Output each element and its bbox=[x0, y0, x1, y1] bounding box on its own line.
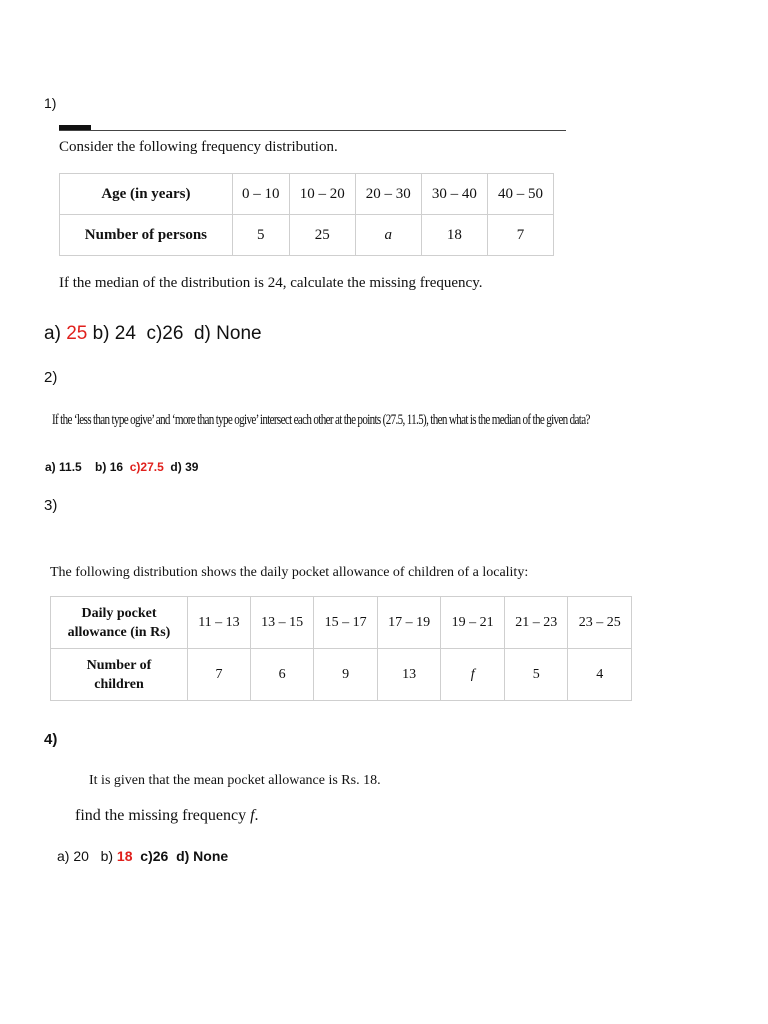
correct-answer: c)27.5 bbox=[129, 460, 164, 474]
q4-given: It is given that the mean pocket allowance is Rs. 18. bbox=[89, 773, 381, 788]
table-header-cell bbox=[51, 597, 188, 649]
option-text: a) 20 b) bbox=[57, 848, 117, 864]
table-cell: 10 – 20 bbox=[289, 174, 355, 215]
table-row bbox=[51, 597, 632, 649]
find-variable: f bbox=[250, 807, 255, 824]
table-cell: 13 – 15 bbox=[250, 597, 314, 649]
question-number-3: 3) bbox=[44, 497, 58, 514]
q1-intro: Consider the following frequency distribution. bbox=[59, 139, 338, 155]
table-cell: 7 bbox=[188, 649, 251, 701]
q2-question: If the ‘less than type ogive’ and ‘more than type ogive’ intersect each other at the points (27.5, 11.5), then what is the median of the given data? bbox=[52, 412, 590, 428]
table-cell: 15 – 17 bbox=[314, 597, 378, 649]
table-cell: 25 bbox=[289, 215, 355, 256]
table-cell: 23 – 25 bbox=[568, 597, 632, 649]
table-cell: 18 bbox=[421, 215, 487, 256]
table-cell: 21 – 23 bbox=[504, 597, 568, 649]
q3-frequency-table bbox=[50, 596, 632, 701]
table-cell: 30 – 40 bbox=[421, 174, 487, 215]
find-text: find the missing frequency bbox=[75, 807, 251, 824]
table-cell: 7 bbox=[487, 215, 553, 256]
table-cell: 9 bbox=[314, 649, 378, 701]
table-cell: 11 – 13 bbox=[188, 597, 251, 649]
option-text: c)26 d) None bbox=[132, 848, 229, 864]
q2-options bbox=[45, 460, 198, 474]
header-line: allowance (in Rs) bbox=[67, 624, 171, 640]
table-cell: 17 – 19 bbox=[377, 597, 441, 649]
q4-options bbox=[57, 848, 228, 864]
option-text: a) 11.5 b) 16 bbox=[45, 460, 130, 474]
table-cell: 4 bbox=[568, 649, 632, 701]
table-cell: 6 bbox=[250, 649, 314, 701]
table-cell: 5 bbox=[504, 649, 568, 701]
option-text: d) 39 bbox=[163, 460, 199, 474]
question-number-2: 2) bbox=[44, 369, 58, 386]
table-cell: 5 bbox=[232, 215, 289, 256]
table-cell: 0 – 10 bbox=[232, 174, 289, 215]
find-end: . bbox=[254, 807, 259, 824]
table-row bbox=[60, 174, 554, 215]
divider-line bbox=[59, 130, 566, 131]
table-cell: 19 – 21 bbox=[441, 597, 505, 649]
table-cell: 20 – 30 bbox=[355, 174, 421, 215]
table-cell: 13 bbox=[377, 649, 441, 701]
table-header-cell: Number of persons bbox=[60, 215, 233, 256]
option-text: a) bbox=[44, 323, 67, 344]
option-text: b) 24 c)26 d) None bbox=[87, 323, 262, 344]
table-cell: a bbox=[355, 215, 421, 256]
q4-find bbox=[75, 807, 259, 825]
table-row bbox=[51, 649, 632, 701]
header-line: Daily pocket bbox=[81, 605, 157, 621]
header-line: Number of bbox=[86, 657, 152, 673]
table-header-cell bbox=[51, 649, 188, 701]
table-header-cell: Age (in years) bbox=[60, 174, 233, 215]
table-cell: 40 – 50 bbox=[487, 174, 553, 215]
correct-answer: 18 bbox=[116, 848, 133, 864]
correct-answer: 25 bbox=[66, 323, 88, 344]
table-cell: f bbox=[441, 649, 505, 701]
header-line: children bbox=[94, 676, 144, 692]
q1-options bbox=[44, 323, 262, 345]
question-number-4: 4) bbox=[44, 731, 58, 748]
table-row bbox=[60, 215, 554, 256]
q1-frequency-table bbox=[59, 173, 554, 256]
question-number-1: 1) bbox=[44, 95, 57, 111]
q1-question: If the median of the distribution is 24, calculate the missing frequency. bbox=[59, 275, 483, 291]
q3-intro: The following distribution shows the daily pocket allowance of children of a locality: bbox=[50, 565, 529, 580]
